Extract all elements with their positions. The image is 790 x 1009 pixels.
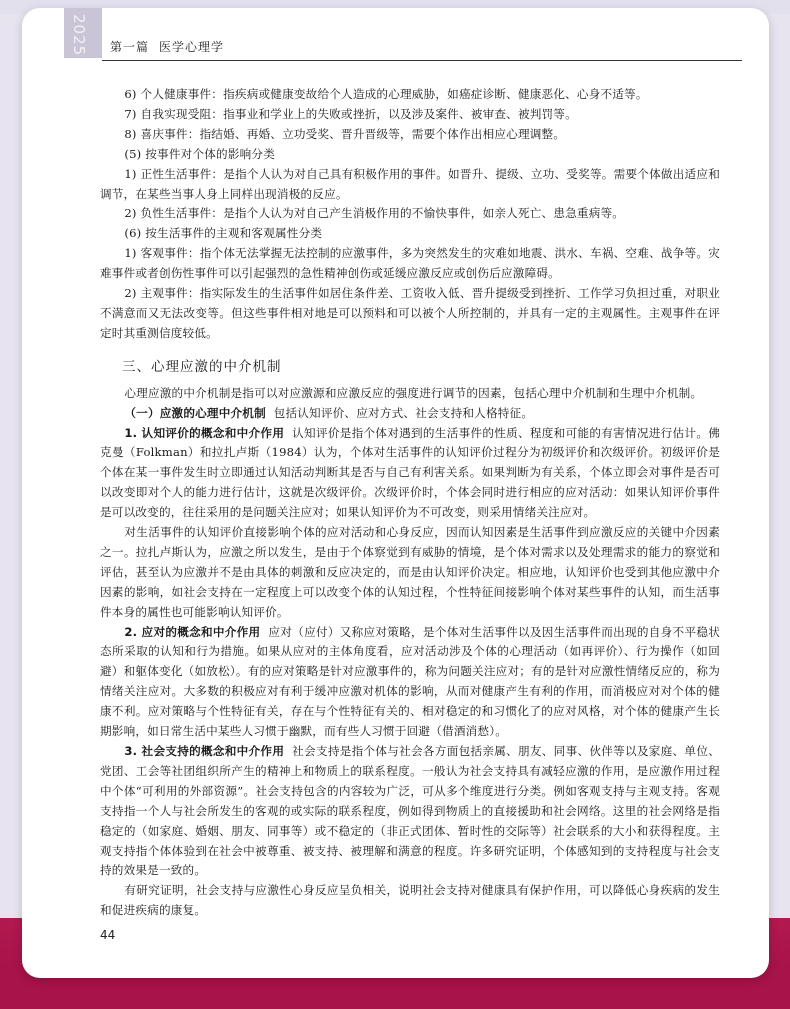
book-page [22, 8, 769, 978]
subsection-heading: （一）应激的心理中介机制 [124, 405, 266, 420]
chapter-label: 第一篇 [110, 40, 150, 54]
item-heading: 1. 认知评价的概念和中介作用 [124, 425, 285, 440]
paragraph: 对生活事件的认知评价直接影响个体的应对活动和心身反应，因而认知因素是生活事件到应激反应的关键中介因素之一。拉扎卢斯认为，应激之所以发生，是由于个体察觉到有威胁的情境，是个体对需求以及处理需求的能力的察觉和评估，甚至认为应激并不是由具体的刺激和反应决定的，而是由认知评价决定。相应地，认知评价也受到其他应激中介因素的影响，如社会支持在一定程度上可以改变个体的认知过程，个性特征间接影响个体对某些事件的认知，而生活事件本身的属性也可能影响认知评价。 [100, 525, 720, 619]
item-text: 社会支持是指个体与社会各方面包括亲属、朋友、同事、伙伴等以及家庭、单位、党团、工会等社团组织所产生的精神上和物质上的联系程度。一般认为社会支持具有减轻应激的作用，是应激作用过程中个体“可利用的外部资源”。社会支持包含的内容较为广泛，可从多个维度进行分类。例如客观支持与主观支持。客观支持指一个人与社会所发生的客观的或实际的联系程度，例如得到物质上的直接援助和社会网络。这里的社会网络是指稳定的（如家庭、婚姻、朋友、同事等）或不稳定的（非正式团体、暂时性的交际等）社会联系的大小和获得程度。主观支持指个体体验到在社会中被尊重、被支持、被理解和满意的程度。许多研究证明，个体感知到的支持程度与社会支持的效果是一致的。 [100, 744, 720, 878]
subsection-paragraph [100, 404, 720, 424]
running-header [110, 38, 224, 55]
page-body [100, 85, 720, 921]
paragraph: (5) 按事件对个体的影响分类 [124, 146, 275, 161]
subsection-text: 包括认知评价、应对方式、社会支持和人格特征。 [273, 405, 534, 420]
paragraph: 6) 个人健康事件：指疾病或健康变故给个人造成的心理威胁，如癌症诊断、健康恶化、心身不适等。 [124, 87, 648, 101]
paragraph: (6) 按生活事件的主观和客观属性分类 [124, 226, 323, 241]
paragraph: 有研究证明，社会支持与应激性心身反应呈负相关，说明社会支持对健康具有保护作用，可以降低心身疾病的发生和促进疾病的康复。 [100, 883, 720, 918]
paragraph: 2) 主观事件：指实际发生的生活事件如居住条件差、工资收入低、晋升提级受到挫折、工作学习负担过重，对职业不满意而又无法改变等。但这些事件相对地是可以预料和可以被个人所控制的，并具有一定的主观属性。主观事件在评定时其重测信度较低。 [100, 286, 720, 340]
paragraph: 2) 负性生活事件：是指个人认为对自己产生消极作用的不愉快事件，如亲人死亡、患急重病等。 [124, 206, 625, 221]
section-heading: 三、心理应激的中介机制 [122, 358, 282, 375]
paragraph: 1) 正性生活事件：是指个人认为对自己具有积极作用的事件。如晋升、提级、立功、受奖等。需要个体做出适应和调节，在某些当事人身上同样出现消极的反应。 [100, 166, 720, 201]
paragraph: 8) 喜庆事件：指结婚、再婚、立功受奖、晋升晋级等，需要个体作出相应心理调整。 [124, 126, 566, 141]
paragraph: 7) 自我实现受阻：指事业和学业上的失败或挫折，以及涉及案件、被审查、被判罚等。 [124, 106, 577, 121]
item-paragraph [100, 424, 720, 524]
item-paragraph [100, 623, 720, 742]
page-number: 44 [100, 928, 116, 942]
item-heading: 2. 应对的概念和中介作用 [124, 624, 261, 639]
intro-paragraph: 心理应激的中介机制是指可以对应激源和应激反应的强度进行调节的因素，包括心理中介机制和生理中介机制。 [124, 385, 703, 400]
header-rule [102, 60, 742, 61]
book-title: 医学心理学 [159, 40, 225, 54]
item-text: 认知评价是指个体对遇到的生活事件的性质、程度和可能的有害情况进行估计。佛克曼（Folkman）和拉扎卢斯（1984）认为，个体对生活事件的认知评价过程分为初级评价和次级评价。初级评价是个体在某一事件发生时立即通过认知活动判断其是否与自己有利害关系。如果判断为有关系，个体立即会对事件是否可以改变即对个人的能力进行估计，这就是次级评价。次级评价时，个体会同时进行相应的应对活动：如果认知评价事件是可以改变的，往往采用的是问题关注应对；如果认知评价为不可改变，则采用情绪关注应对。 [100, 425, 720, 520]
item-paragraph [100, 742, 720, 881]
item-text: 应对（应付）又称应对策略，是个体对生活事件以及因生活事件而出现的自身不平稳状态所采取的认知和行为措施。如果从应对的主体角度看，应对活动涉及个体的心理活动（如再评价）、行为操作（如回避）和躯体变化（如放松）。有的应对策略是针对应激事件的，称为问题关注应对；有的是针对应激性情绪反应的，称为情绪关注应对。大多数的积极应对有利于缓冲应激对机体的影响，从而对健康产生有利的作用，而消极应对对个体的健康不利。应对策略与个性特征有关，存在与个性特征有关的、相对稳定的和习惯化了的应对风格，对个体的健康产生长期影响，如日常生活中某些人习惯于幽默，而有些人习惯于回避（借酒消愁）。 [100, 624, 721, 739]
paragraph: 1) 客观事件：指个体无法掌握无法控制的应激事件，多为突然发生的灾难如地震、洪水、车祸、空难、战争等。灾难事件或者创伤性事件可以引起强烈的急性精神创伤或延缓应激反应或创伤后应激障碍。 [100, 246, 720, 281]
item-heading: 3. 社会支持的概念和中介作用 [124, 744, 285, 758]
spine-label: 2025 [70, 14, 88, 57]
